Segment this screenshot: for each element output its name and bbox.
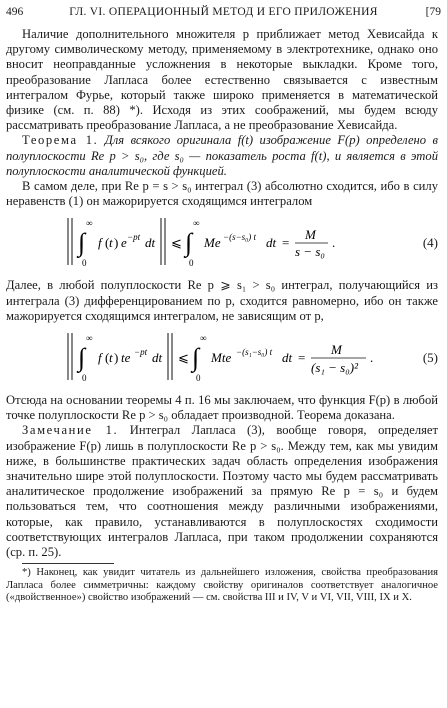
svg-text:dt: dt	[145, 235, 156, 251]
svg-text:−pt: −pt	[127, 232, 141, 243]
svg-text:0: 0	[82, 373, 87, 384]
svg-text:t: t	[109, 235, 113, 251]
svg-text:−(s−s₀) t: −(s−s₀) t	[223, 232, 257, 243]
page-body	[6, 27, 438, 605]
running-title: ГЛ. VI. ОПЕРАЦИОННЫЙ МЕТОД И ЕГО ПРИЛОЖЕНИЯ	[69, 6, 378, 18]
svg-text:Mte: Mte	[211, 350, 232, 366]
svg-text:∫: ∫	[78, 343, 86, 373]
svg-text:∫: ∫	[192, 343, 200, 373]
page-header	[6, 6, 441, 22]
svg-text:t: t	[109, 350, 113, 366]
svg-text:∞: ∞	[200, 333, 207, 344]
svg-text:dt: dt	[152, 350, 163, 366]
footnote: *) Наконец, как увидит читатель из дальнейшего изложения, свойства преобразования Лапласа более симметричны: каждому свойству оригиналов соответствует аналогичное («двойственное») свойство изображений — см. свойства III и IV, V и VI, VII, VIII, IX и X.	[6, 567, 438, 604]
svg-text:0: 0	[189, 258, 194, 269]
svg-text:e: e	[121, 235, 127, 251]
svg-text:⩽: ⩽	[178, 350, 189, 366]
svg-text:f: f	[98, 350, 102, 366]
svg-text:∞: ∞	[86, 218, 93, 229]
section-number: [79	[425, 6, 441, 18]
remark-1	[6, 423, 438, 560]
svg-text:−(s₁−s₀) t: −(s₁−s₀) t	[236, 347, 273, 358]
svg-text:⩽: ⩽	[171, 235, 182, 251]
equation-4	[6, 213, 438, 273]
theorem-label: Теорема 1.	[22, 133, 99, 148]
equation-4-formula	[6, 213, 426, 273]
theorem-1	[6, 133, 438, 179]
svg-text:∞: ∞	[193, 218, 200, 229]
svg-text:.: .	[332, 235, 336, 251]
paragraph-conclusion: Отсюда на основании теоремы 4 п. 16 мы заключаем, что функция F(p) в любой точке полуплоскости Re p > s₀ обладает производной. Теорема доказана.	[6, 393, 438, 423]
svg-text:M: M	[305, 227, 316, 243]
svg-text:): )	[114, 235, 119, 251]
svg-text:): )	[114, 350, 119, 366]
paragraph-uniform-convergence: Далее, в любой полуплоскости Re p ⩾ s₁ > s₀ интеграл, получающийся из интеграла (3) дифференцированием по p, сходится равномерно, ибо он также мажорируется сходящимся интегралом, не зависящим от p,	[6, 278, 438, 323]
svg-text:.: .	[370, 350, 374, 366]
svg-text:∫: ∫	[78, 228, 86, 258]
svg-text:∫: ∫	[185, 228, 193, 258]
page-number: 496	[6, 6, 24, 18]
paragraph-heaviside: Наличие дополнительного множителя p приближает метод Хевисайда к другому символическому методу, применяемому в электротехнике, однако оно вносит неоправданные усложнения в некоторые выкладки. Кроме того, преобразование Лапласа более естественно связывается с известным интегралом Фурье, который также широко применяется в математической физике (см. п. 88) *). Исходя из этих соображений, мы будем всюду рассматривать преобразование Лапласа, а не преобразование Хевисайда.	[6, 27, 438, 133]
svg-text:f: f	[98, 235, 102, 251]
svg-text:(s₁ − s₀)²: (s₁ − s₀)²	[311, 360, 358, 376]
theorem-text: Для всякого оригинала f(t) изображение F(p) определено в полуплоскости Re p > s₀, где s₀ — показатель роста f(t), и является в этой полуплоскости аналитической функцией.	[6, 133, 438, 178]
svg-text:0: 0	[82, 258, 87, 269]
svg-text:te: te	[121, 350, 131, 366]
paragraph-proof: В самом деле, при Re p = s > s₀ интеграл (3) абсолютно сходится, ибо в силу неравенств (1) он мажорируется сходящимся интегралом	[6, 179, 438, 209]
equation-5-formula	[6, 328, 426, 388]
svg-text:dt: dt	[266, 235, 277, 251]
equation-5	[6, 328, 438, 388]
svg-text:=: =	[282, 235, 290, 251]
svg-text:Me: Me	[204, 235, 221, 251]
svg-text:M: M	[331, 342, 342, 358]
svg-text:(: (	[105, 235, 110, 251]
remark-text: Интеграл Лапласа (3), вообще говоря, определяет изображение F(p) лишь в полуплоскости Re p > s₀. Между тем, как мы увидим ниже, в большинстве практических задач область определения изображения значительно шире этой полуплоскости. Поэтому часто мы будем рассматривать аналитическое продолжение изображений за прямую Re p = s₀ и будем пользоваться тем, что соотношения между различными изображениями, которые, как правило, устанавливаются в полуплоскостях сходимости соответствующих интегралов Лапласа, при таком продолжении сохраняются (ср. п. 25).	[6, 423, 438, 560]
svg-text:−pt: −pt	[134, 347, 148, 358]
equation-5-number: (5)	[422, 350, 438, 366]
svg-text:s − s₀: s − s₀	[295, 244, 325, 260]
remark-label: Замечание 1.	[22, 423, 119, 438]
equation-4-number: (4)	[422, 235, 438, 251]
footnote-divider	[22, 563, 114, 564]
svg-text:0: 0	[196, 373, 201, 384]
svg-text:∞: ∞	[86, 333, 93, 344]
svg-text:=: =	[298, 350, 306, 366]
svg-text:dt: dt	[282, 350, 293, 366]
svg-text:(: (	[105, 350, 110, 366]
